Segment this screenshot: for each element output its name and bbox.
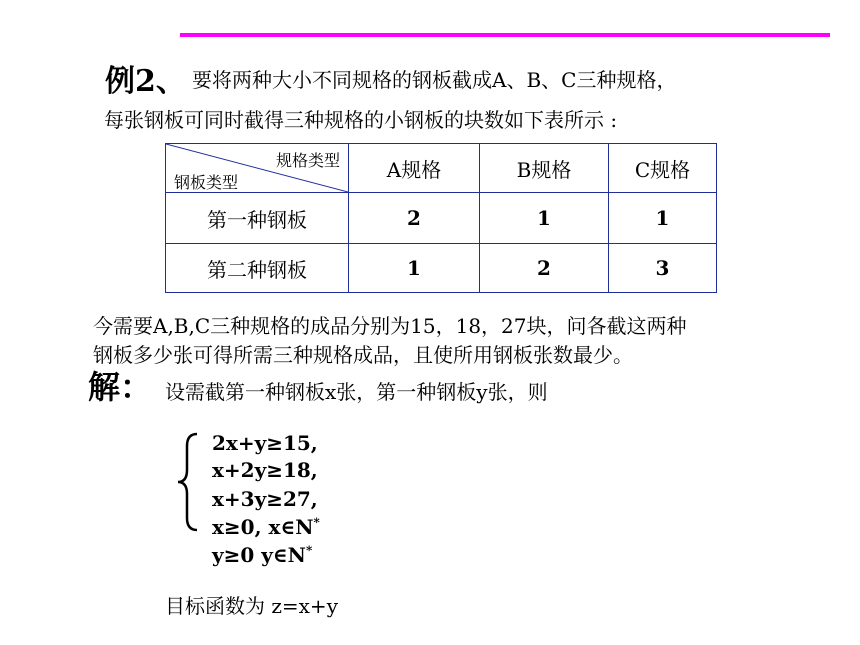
cell-value: 2	[480, 244, 609, 293]
constraint-5-text: y≥0 y∈N	[212, 543, 306, 567]
spec-table	[165, 143, 717, 293]
constraint-4	[212, 515, 320, 539]
column-category-label: 规格类型	[275, 151, 340, 170]
table-corner-cell	[166, 144, 349, 193]
column-header-b: B规格	[480, 144, 609, 193]
constraint-1: 2x+y≥15,	[212, 431, 318, 455]
problem-statement-line-2: 每张钢板可同时截得三种规格的小钢板的块数如下表所示 :	[104, 108, 618, 132]
row-category-label: 钢板类型	[174, 173, 239, 192]
question-line-2: 钢板多少张可得所需三种规格成品，且使所用钢板张数最少。	[93, 343, 633, 367]
cell-value: 1	[609, 193, 717, 244]
column-header-a: A规格	[349, 144, 480, 193]
table-header-row	[166, 144, 717, 193]
table-row	[166, 244, 717, 293]
constraint-3: x+3y≥27,	[212, 487, 318, 511]
decorative-top-line	[180, 33, 830, 37]
question-line-1: 今需要A,B,C三种规格的成品分别为15，18，27块，问各截这两种	[93, 314, 687, 338]
constraint-2: x+2y≥18,	[212, 458, 318, 482]
constraint-4-text: x≥0, x∈N	[212, 515, 314, 539]
column-header-c: C规格	[609, 144, 717, 193]
cell-value: 3	[609, 244, 717, 293]
star-superscript: *	[305, 543, 313, 558]
row-label: 第一种钢板	[166, 193, 349, 244]
table-row	[166, 193, 717, 244]
problem-statement-line-1: 要将两种大小不同规格的钢板截成A、B、C三种规格，	[192, 68, 677, 92]
solution-label: 解：	[88, 368, 153, 406]
constraint-5	[212, 543, 312, 567]
example-number: 例2、	[105, 64, 186, 99]
cell-value: 1	[349, 244, 480, 293]
cell-value: 1	[480, 193, 609, 244]
solution-setup: 设需截第一种钢板x张，第一种钢板y张，则	[165, 380, 548, 404]
left-brace-icon	[175, 432, 205, 532]
row-label: 第二种钢板	[166, 244, 349, 293]
star-superscript: *	[313, 515, 320, 530]
cell-value: 2	[349, 193, 480, 244]
objective-function: 目标函数为 z=x+y	[165, 594, 338, 618]
